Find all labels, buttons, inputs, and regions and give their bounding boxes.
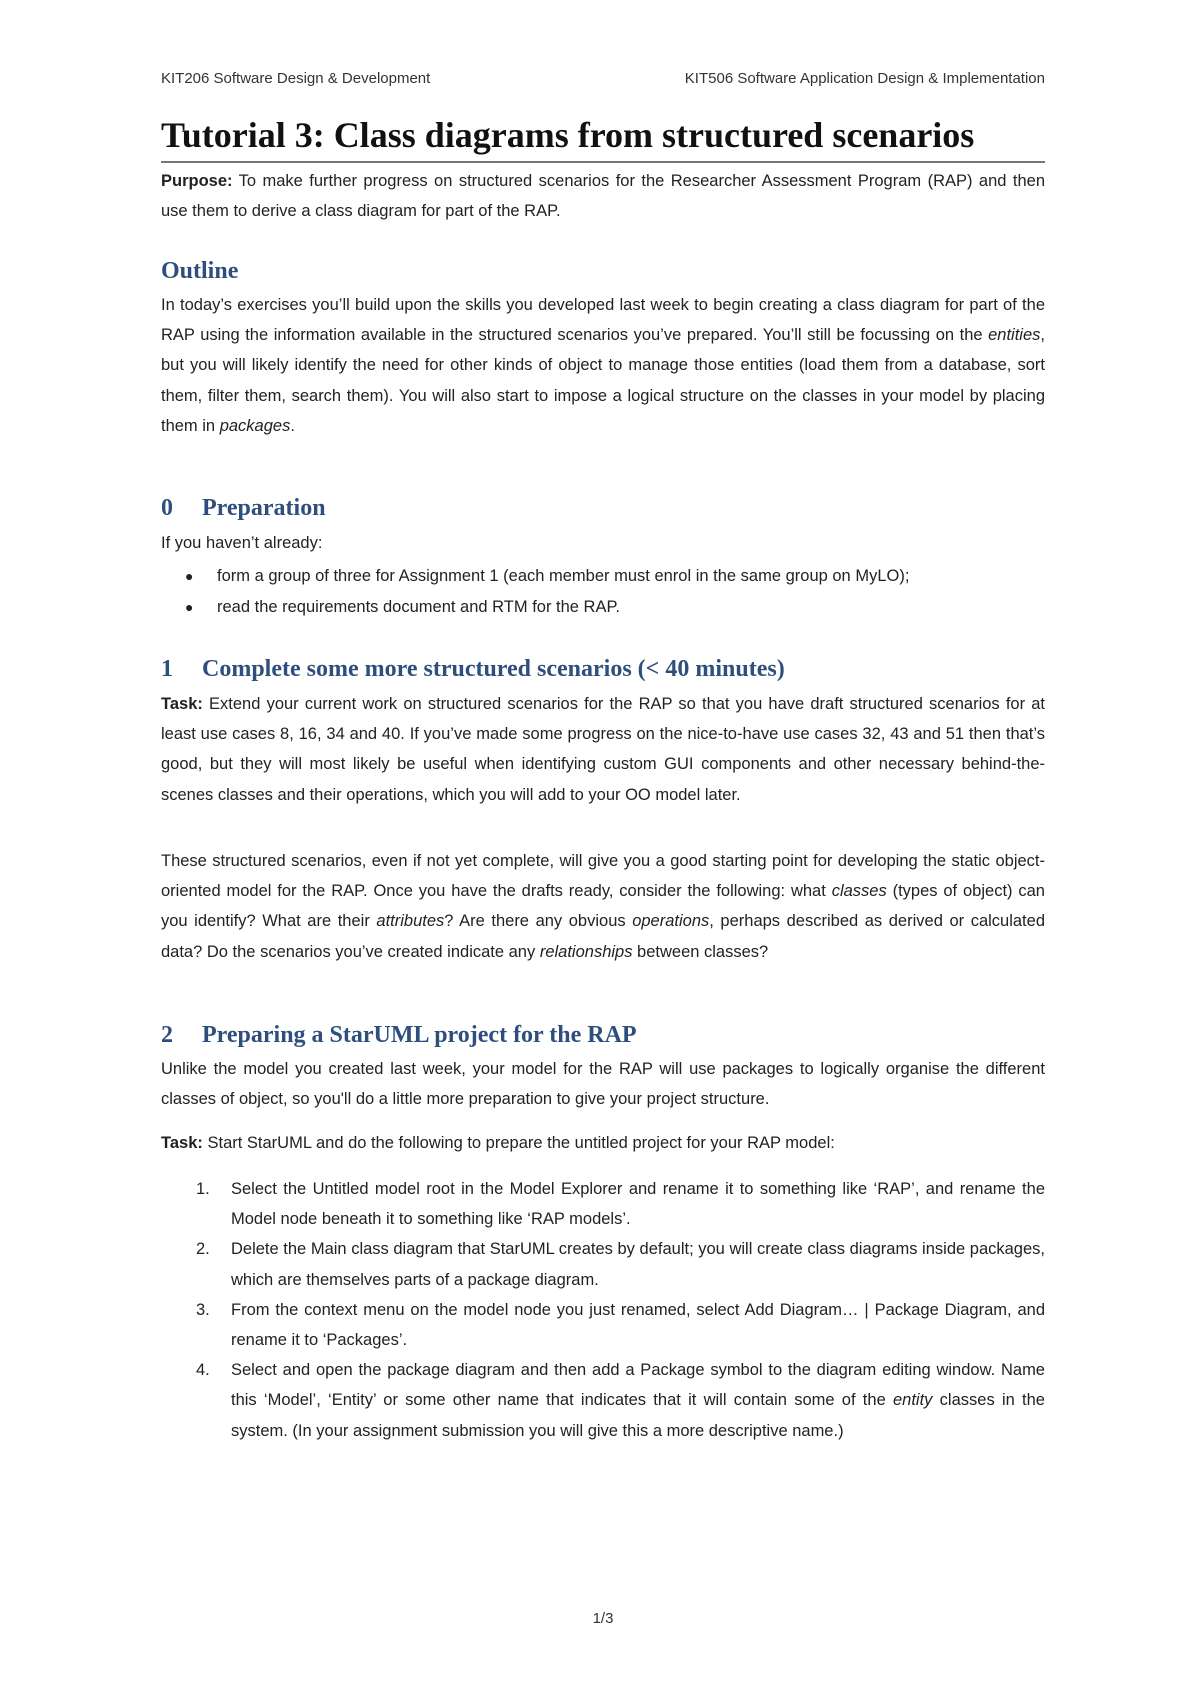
emphasis-classes: classes — [831, 882, 887, 901]
bullet-icon: ● — [185, 598, 194, 615]
step-text: Select and open the package diagram and then add a Package symbol to the diagram editing window. Name this ‘Model’, ‘Entity’ or some other name that indicates that it will contain some of the — [231, 1361, 1045, 1410]
section-0-title: Preparation — [202, 495, 326, 521]
section-0-number: 0 — [161, 495, 173, 521]
list-item-text: form a group of three for Assignment 1 (each member must enrol in the same group on MyLO); — [217, 567, 910, 585]
bullet-icon: ● — [185, 568, 194, 584]
step-number: 2. — [196, 1240, 210, 1259]
paragraph-text: ? Are there any obvious — [444, 912, 633, 931]
preparation-intro: If you haven’t already: — [161, 534, 323, 552]
list-item — [161, 1295, 1045, 1355]
outline-text-1: In today’s exercises you’ll build upon the skills you developed last week to begin creating a class diagram for part of the RAP using the information available in the structured scenarios you’ve prepared. You’ll still be focussing on the — [161, 296, 1045, 345]
outline-text-3: . — [290, 416, 295, 435]
task-text: Extend your current work on structured scenarios for the RAP so that you have draft structured scenarios for at least use cases 8, 16, 34 and 40. If you’ve made some progress on the nice-to-have use cases 32, 43 and 51 then that’s good, but they will most likely be useful when identifying custom GUI components and other necessary behind-the-scenes classes and their operations, which you will add to your OO model later. — [161, 695, 1045, 804]
purpose-label: Purpose: — [161, 172, 233, 190]
step-text: classes in the system. (In your assignment submission you will give this a more descriptive name.) — [231, 1391, 1045, 1440]
outline-paragraph — [161, 290, 1045, 441]
list-item-text: read the requirements document and RTM for the RAP. — [217, 597, 620, 616]
list-item — [161, 1355, 1045, 1446]
emphasis-attributes: attributes — [376, 912, 445, 931]
outline-text-2: , but you will likely identify the need for other kinds of object to manage those entities (load them from a database, sort them, filter them, search them). You will also start to impose a logical structure on the classes in your model by placing them in — [161, 326, 1045, 435]
section-2-heading — [161, 1020, 1045, 1050]
outline-emphasis-packages: packages — [219, 416, 291, 435]
list-item — [161, 592, 1045, 623]
emphasis-entity: entity — [893, 1391, 933, 1410]
document-page — [161, 0, 1045, 1698]
section-1-title: Complete some more structured scenarios (< 40 minutes) — [202, 656, 785, 682]
header-course-right: KIT506 Software Application Design & Implementation — [684, 70, 1045, 87]
emphasis-operations: operations — [632, 912, 710, 931]
emphasis-relationships: relationships — [539, 942, 633, 961]
outline-heading: Outline — [161, 258, 239, 284]
section-1-heading — [161, 654, 1045, 684]
page-title: Tutorial 3: Class diagrams from structured scenarios — [161, 113, 1045, 163]
paragraph-text: These structured scenarios, even if not yet complete, will give you a good starting point for developing the static object-oriented model for the RAP. Once you have the drafts ready, consider the following: what — [161, 852, 1045, 901]
preparation-list — [161, 561, 1045, 622]
list-item — [161, 561, 1045, 592]
purpose-paragraph — [161, 166, 1045, 226]
list-item — [161, 1234, 1045, 1294]
paragraph-text: (types of object) can you identify? What are their — [161, 882, 1045, 931]
task-label: Task: — [161, 695, 203, 713]
section-0-heading — [161, 493, 1045, 523]
staruml-steps-list — [161, 1174, 1045, 1446]
step-number: 1. — [196, 1180, 210, 1198]
running-header — [161, 70, 1045, 92]
step-text: Select the Untitled model root in the Model Explorer and rename it to something like ‘RAP’, and rename the Model node beneath it to something like ‘RAP models’. — [231, 1180, 1045, 1229]
section-2-intro: Unlike the model you created last week, your model for the RAP will use packages to logically organise the different classes of object, so you'll do a little more preparation to give your project structure. — [161, 1060, 1045, 1109]
step-number: 4. — [196, 1361, 210, 1380]
section-2-number: 2 — [161, 1022, 173, 1048]
section-1-number: 1 — [161, 656, 173, 682]
page-number: 1/3 — [592, 1610, 614, 1627]
step-text: Delete the Main class diagram that StarUML creates by default; you will create class diagrams inside packages, which are themselves parts of a package diagram. — [231, 1240, 1045, 1289]
task-label: Task: — [161, 1134, 203, 1152]
step-number: 3. — [196, 1300, 210, 1319]
outline-emphasis-entities: entities — [988, 326, 1041, 345]
section-2-task — [161, 1128, 1045, 1158]
task-text: Start StarUML and do the following to prepare the untitled project for your RAP model: — [202, 1134, 835, 1152]
section-1-task — [161, 689, 1045, 810]
section-2-title: Preparing a StarUML project for the RAP — [202, 1022, 637, 1048]
section-1-paragraph — [161, 846, 1045, 967]
header-course-left: KIT206 Software Design & Development — [161, 70, 431, 87]
step-text: From the context menu on the model node you just renamed, select Add Diagram… | Package Diagram, and rename it to ‘Packages’. — [231, 1300, 1045, 1350]
list-item — [161, 1174, 1045, 1234]
paragraph-text: , perhaps described as derived or calculated data? Do the scenarios you’ve created indicate any — [161, 912, 1045, 961]
purpose-text: To make further progress on structured scenarios for the Researcher Assessment Program (RAP) and then use them to derive a class diagram for part of the RAP. — [161, 172, 1045, 221]
paragraph-text: between classes? — [632, 942, 769, 961]
